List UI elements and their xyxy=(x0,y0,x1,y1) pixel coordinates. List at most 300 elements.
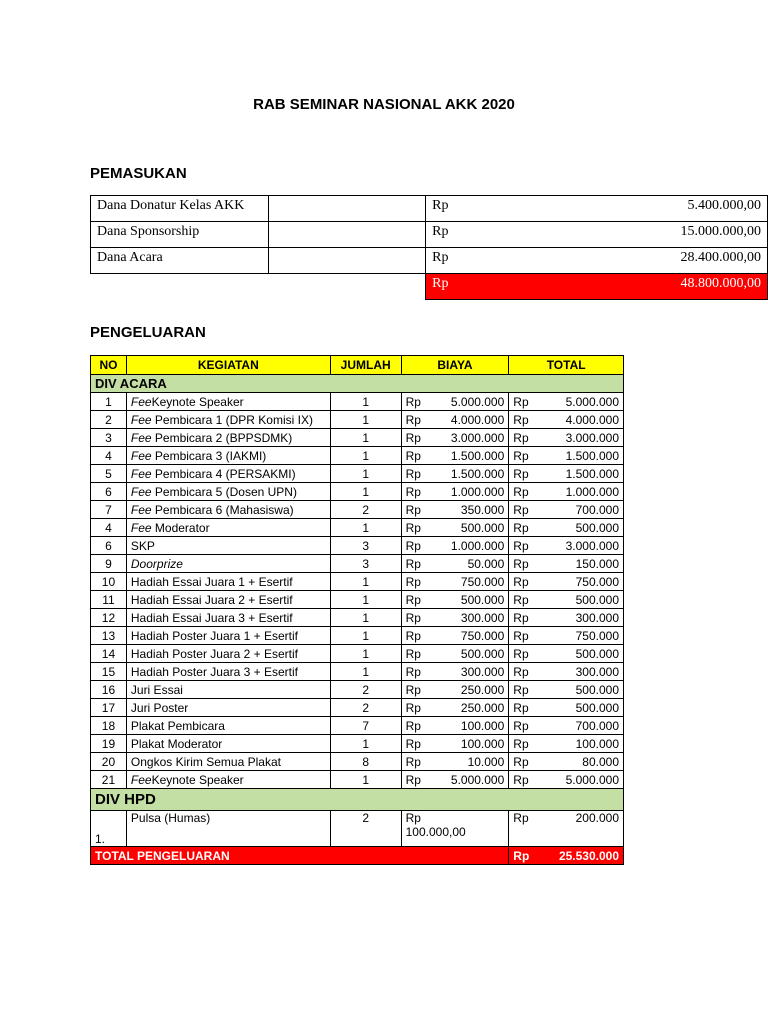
row-biaya xyxy=(401,753,509,771)
hpd-row xyxy=(91,811,624,847)
row-kegiatan xyxy=(126,753,330,771)
currency-label: Rp xyxy=(405,754,421,769)
kegiatan-text: Hadiah Essai Juara 3 + Esertif xyxy=(130,610,293,625)
currency-label: Rp xyxy=(405,484,421,499)
total-value: 5.000.000 xyxy=(565,772,619,787)
row-no: 14 xyxy=(91,645,127,663)
row-jumlah: 1 xyxy=(330,627,401,645)
currency-label: Rp xyxy=(405,412,421,427)
currency-label: Rp xyxy=(432,198,449,213)
income-amount-cell xyxy=(426,248,768,274)
row-total xyxy=(509,645,624,663)
div-acara-label: DIV ACARA xyxy=(91,375,624,393)
currency-label: Rp xyxy=(405,682,421,697)
row-total xyxy=(509,555,624,573)
currency-label: Rp xyxy=(513,394,529,409)
row-kegiatan xyxy=(126,645,330,663)
row-total xyxy=(509,753,624,771)
row-biaya xyxy=(401,447,509,465)
row-kegiatan xyxy=(126,465,330,483)
income-amount-cell xyxy=(426,222,768,248)
biaya-money xyxy=(406,557,505,571)
biaya-value: 100.000 xyxy=(460,736,505,751)
fee-prefix: Fee xyxy=(130,520,152,535)
currency-label: Rp xyxy=(405,538,421,553)
row-biaya xyxy=(401,627,509,645)
row-no: 6 xyxy=(91,537,127,555)
currency-label: Rp xyxy=(432,250,449,265)
total-value: 500.000 xyxy=(575,646,619,661)
currency-label: Rp xyxy=(513,700,529,715)
row-total xyxy=(509,501,624,519)
row-biaya xyxy=(401,555,509,573)
row-biaya xyxy=(401,429,509,447)
table-row xyxy=(91,537,624,555)
currency-label: Rp xyxy=(405,811,421,825)
kegiatan-text: Pembicara 2 (BPPSDMK) xyxy=(151,430,293,445)
grand-total-cell xyxy=(509,847,624,865)
row-biaya xyxy=(401,591,509,609)
kegiatan-text: Plakat Pembicara xyxy=(130,718,225,733)
row-kegiatan xyxy=(126,393,330,411)
header-kegiatan: KEGIATAN xyxy=(126,356,330,375)
row-biaya xyxy=(401,393,509,411)
currency-label: Rp xyxy=(513,538,529,553)
currency-label: Rp xyxy=(513,412,529,427)
fee-prefix: Fee xyxy=(130,484,152,499)
biaya-money xyxy=(406,413,505,427)
total-money xyxy=(513,647,619,661)
biaya-value: 350.000 xyxy=(460,502,505,517)
row-no: 18 xyxy=(91,717,127,735)
currency-label: Rp xyxy=(513,448,529,463)
table-row xyxy=(91,645,624,663)
table-row xyxy=(91,555,624,573)
row-kegiatan xyxy=(126,429,330,447)
row-total xyxy=(509,699,624,717)
row-jumlah: 7 xyxy=(330,717,401,735)
total-money xyxy=(513,449,619,463)
total-value: 500.000 xyxy=(575,682,619,697)
row-kegiatan xyxy=(126,573,330,591)
row-total xyxy=(509,681,624,699)
biaya-value: 100.000 xyxy=(460,718,505,733)
biaya-money xyxy=(406,521,505,535)
total-money xyxy=(513,701,619,715)
total-value: 150.000 xyxy=(575,556,619,571)
amount-value: 28.400.000,00 xyxy=(680,250,761,265)
table-row xyxy=(91,519,624,537)
biaya-value: 5.000.000 xyxy=(450,394,505,409)
row-biaya xyxy=(401,609,509,627)
row-biaya xyxy=(401,699,509,717)
currency-label: Rp xyxy=(405,466,421,481)
row-jumlah: 2 xyxy=(330,501,401,519)
total-money xyxy=(513,557,619,571)
div-hpd-label: DIV HPD xyxy=(91,789,624,811)
total-money xyxy=(513,737,619,751)
row-jumlah: 1 xyxy=(330,609,401,627)
kegiatan-text: Hadiah Poster Juara 3 + Esertif xyxy=(130,664,298,679)
table-row xyxy=(91,501,624,519)
row-kegiatan xyxy=(126,699,330,717)
table-row xyxy=(91,411,624,429)
currency-label: Rp xyxy=(513,736,529,751)
fee-prefix: Fee xyxy=(130,430,152,445)
row-jumlah: 2 xyxy=(330,681,401,699)
total-value: 1.500.000 xyxy=(565,466,619,481)
row-jumlah: 1 xyxy=(330,519,401,537)
total-money xyxy=(513,485,619,499)
div-acara-row xyxy=(91,375,624,393)
biaya-value: 1.000.000 xyxy=(450,538,505,553)
currency-label: Rp xyxy=(513,772,529,787)
currency-label: Rp xyxy=(513,718,529,733)
row-no: 9 xyxy=(91,555,127,573)
total-value: 300.000 xyxy=(575,664,619,679)
row-total xyxy=(509,519,624,537)
currency-label: Rp xyxy=(513,682,529,697)
biaya-money xyxy=(406,647,505,661)
kegiatan-text: Keynote Speaker xyxy=(151,772,244,787)
income-label: Dana Donatur Kelas AKK xyxy=(91,196,269,222)
currency-label: Rp xyxy=(513,484,529,499)
row-no: 13 xyxy=(91,627,127,645)
biaya-value: 50.000 xyxy=(467,556,505,571)
total-value: 3.000.000 xyxy=(565,430,619,445)
row-kegiatan xyxy=(126,609,330,627)
row-total xyxy=(509,627,624,645)
biaya-value: 4.000.000 xyxy=(450,412,505,427)
row-biaya xyxy=(401,537,509,555)
row-biaya xyxy=(401,465,509,483)
biaya-value: 300.000 xyxy=(460,610,505,625)
currency-label: Rp xyxy=(405,520,421,535)
biaya-money xyxy=(406,773,505,787)
currency-label: Rp xyxy=(405,592,421,607)
row-total xyxy=(509,465,624,483)
biaya-money xyxy=(406,593,505,607)
biaya-value: 100.000,00 xyxy=(405,825,466,839)
row-kegiatan xyxy=(126,681,330,699)
row-no: 21 xyxy=(91,771,127,789)
row-kegiatan: Pulsa (Humas) xyxy=(126,811,330,847)
total-money xyxy=(513,629,619,643)
kegiatan-text: Pembicara 6 (Mahasiswa) xyxy=(151,502,294,517)
row-kegiatan xyxy=(126,735,330,753)
row-no: 11 xyxy=(91,591,127,609)
row-total xyxy=(509,411,624,429)
total-value: 1.500.000 xyxy=(565,448,619,463)
total-money xyxy=(513,665,619,679)
biaya-value: 250.000 xyxy=(460,682,505,697)
div-hpd-row xyxy=(91,789,624,811)
row-kegiatan xyxy=(126,627,330,645)
row-no: 16 xyxy=(91,681,127,699)
total-money xyxy=(513,575,619,589)
total-money xyxy=(513,467,619,481)
row-total xyxy=(509,609,624,627)
row-no: 4 xyxy=(91,519,127,537)
income-blank xyxy=(91,274,269,300)
income-total-amount xyxy=(432,276,761,292)
income-heading: PEMASUKAN xyxy=(90,165,187,182)
row-kegiatan xyxy=(126,771,330,789)
row-total xyxy=(509,717,624,735)
biaya-money xyxy=(406,665,505,679)
biaya-value: 1.000.000 xyxy=(450,484,505,499)
currency-label: Rp xyxy=(513,811,529,825)
header-jumlah: JUMLAH xyxy=(330,356,401,375)
income-total-row xyxy=(91,274,768,300)
row-jumlah: 1 xyxy=(330,591,401,609)
kegiatan-text: Juri Essai xyxy=(130,682,183,697)
kegiatan-text: Pembicara 3 (IAKMI) xyxy=(151,448,267,463)
total-money xyxy=(513,719,619,733)
total-money xyxy=(513,521,619,535)
row-no: 17 xyxy=(91,699,127,717)
income-amount xyxy=(432,198,761,214)
biaya-money xyxy=(406,503,505,517)
row-kegiatan xyxy=(126,501,330,519)
currency-label: Rp xyxy=(432,224,449,239)
row-jumlah: 1 xyxy=(330,465,401,483)
row-total xyxy=(509,393,624,411)
expense-heading: PENGELUARAN xyxy=(90,324,206,341)
biaya-value: 1.500.000 xyxy=(450,466,505,481)
row-jumlah: 1 xyxy=(330,429,401,447)
row-total xyxy=(509,447,624,465)
biaya-money xyxy=(406,449,505,463)
biaya-money xyxy=(406,575,505,589)
currency-label: Rp xyxy=(405,718,421,733)
table-row xyxy=(91,771,624,789)
kegiatan-text: Pembicara 4 (PERSAKMI) xyxy=(151,466,296,481)
row-jumlah: 1 xyxy=(330,483,401,501)
row-no: 1. xyxy=(91,811,127,847)
row-jumlah: 2 xyxy=(330,811,401,847)
currency-label: Rp xyxy=(513,848,530,863)
document-title: RAB SEMINAR NASIONAL AKK 2020 xyxy=(253,96,515,113)
total-value: 5.000.000 xyxy=(565,394,619,409)
biaya-money xyxy=(406,737,505,751)
total-value: 500.000 xyxy=(575,592,619,607)
kegiatan-text: Pembicara 1 (DPR Komisi IX) xyxy=(151,412,313,427)
currency-label: Rp xyxy=(405,628,421,643)
row-no: 7 xyxy=(91,501,127,519)
total-money xyxy=(513,539,619,553)
row-biaya xyxy=(401,645,509,663)
grand-total-label: TOTAL PENGELUARAN xyxy=(91,847,509,865)
total-value: 700.000 xyxy=(575,718,619,733)
row-kegiatan xyxy=(126,717,330,735)
row-jumlah: 1 xyxy=(330,447,401,465)
income-blank xyxy=(268,222,425,248)
kegiatan-text: Pembicara 5 (Dosen UPN) xyxy=(151,484,297,499)
biaya-money xyxy=(406,485,505,499)
currency-label: Rp xyxy=(405,394,421,409)
currency-label: Rp xyxy=(513,646,529,661)
table-row xyxy=(91,627,624,645)
biaya-money xyxy=(406,701,505,715)
total-value: 4.000.000 xyxy=(565,412,619,427)
row-jumlah: 1 xyxy=(330,735,401,753)
row-jumlah: 1 xyxy=(330,771,401,789)
header-no: NO xyxy=(91,356,127,375)
fee-prefix: Fee xyxy=(130,502,152,517)
row-total xyxy=(509,483,624,501)
row-kegiatan xyxy=(126,411,330,429)
income-blank xyxy=(268,196,425,222)
fee-prefix: Fee xyxy=(130,772,152,787)
row-jumlah: 8 xyxy=(330,753,401,771)
biaya-money xyxy=(406,755,505,769)
biaya-value: 500.000 xyxy=(460,592,505,607)
kegiatan-text: SKP xyxy=(130,538,155,553)
biaya-value: 1.500.000 xyxy=(450,448,505,463)
currency-label: Rp xyxy=(513,592,529,607)
currency-label: Rp xyxy=(513,556,529,571)
row-total xyxy=(509,573,624,591)
income-row xyxy=(91,222,768,248)
currency-label: Rp xyxy=(405,610,421,625)
income-label: Dana Sponsorship xyxy=(91,222,269,248)
row-total xyxy=(509,537,624,555)
income-table xyxy=(90,195,768,300)
row-kegiatan xyxy=(126,591,330,609)
currency-label: Rp xyxy=(405,430,421,445)
kegiatan-text: Hadiah Poster Juara 2 + Esertif xyxy=(130,646,298,661)
table-row xyxy=(91,717,624,735)
row-total xyxy=(509,811,624,847)
row-jumlah: 1 xyxy=(330,663,401,681)
total-value: 100.000 xyxy=(575,736,619,751)
table-row xyxy=(91,483,624,501)
currency-label: Rp xyxy=(513,430,529,445)
expense-table xyxy=(90,355,624,865)
row-total xyxy=(509,429,624,447)
table-row xyxy=(91,699,624,717)
row-kegiatan xyxy=(126,537,330,555)
table-row xyxy=(91,393,624,411)
currency-label: Rp xyxy=(405,448,421,463)
row-biaya xyxy=(401,681,509,699)
row-jumlah: 3 xyxy=(330,555,401,573)
row-jumlah: 1 xyxy=(330,393,401,411)
amount-value: 15.000.000,00 xyxy=(680,224,761,239)
total-value: 750.000 xyxy=(575,628,619,643)
row-biaya xyxy=(401,771,509,789)
kegiatan-text: Plakat Moderator xyxy=(130,736,223,751)
kegiatan-text: Ongkos Kirim Semua Plakat xyxy=(130,754,281,769)
kegiatan-text: Juri Poster xyxy=(130,700,189,715)
row-kegiatan xyxy=(126,483,330,501)
row-no: 20 xyxy=(91,753,127,771)
biaya-money xyxy=(406,539,505,553)
row-no: 5 xyxy=(91,465,127,483)
currency-label: Rp xyxy=(513,664,529,679)
fee-prefix: Fee xyxy=(130,448,152,463)
total-money xyxy=(513,811,619,825)
table-row xyxy=(91,465,624,483)
biaya-value: 750.000 xyxy=(460,574,505,589)
income-total-cell xyxy=(426,274,768,300)
biaya-value: 5.000.000 xyxy=(450,772,505,787)
table-row xyxy=(91,573,624,591)
row-kegiatan xyxy=(126,663,330,681)
biaya-money xyxy=(406,611,505,625)
biaya-value: 10.000 xyxy=(467,754,505,769)
header-total: TOTAL xyxy=(509,356,624,375)
income-amount xyxy=(432,250,761,266)
kegiatan-text: Hadiah Poster Juara 1 + Esertif xyxy=(130,628,298,643)
grand-total-value: 25.530.000 xyxy=(558,848,619,863)
row-biaya xyxy=(401,483,509,501)
total-money xyxy=(513,611,619,625)
expense-header-row xyxy=(91,356,624,375)
total-value: 750.000 xyxy=(575,574,619,589)
currency-label: Rp xyxy=(513,754,529,769)
total-money xyxy=(513,431,619,445)
table-row xyxy=(91,663,624,681)
total-money xyxy=(513,773,619,787)
total-value: 500.000 xyxy=(575,700,619,715)
grand-total-money xyxy=(513,849,619,863)
total-value: 1.000.000 xyxy=(565,484,619,499)
currency-label: Rp xyxy=(405,664,421,679)
table-row xyxy=(91,447,624,465)
row-total xyxy=(509,735,624,753)
row-no: 6 xyxy=(91,483,127,501)
grand-total-row xyxy=(91,847,624,865)
currency-label: Rp xyxy=(405,646,421,661)
total-value: 80.000 xyxy=(582,754,619,769)
row-jumlah: 1 xyxy=(330,645,401,663)
biaya-money xyxy=(406,431,505,445)
row-no: 15 xyxy=(91,663,127,681)
kegiatan-text: Moderator xyxy=(151,520,210,535)
currency-label: Rp xyxy=(513,574,529,589)
biaya-money xyxy=(406,719,505,733)
fee-prefix: Fee xyxy=(130,412,152,427)
income-label: Dana Acara xyxy=(91,248,269,274)
biaya-money xyxy=(406,395,505,409)
row-biaya xyxy=(401,811,509,847)
fee-prefix: Fee xyxy=(130,394,152,409)
kegiatan-text: Hadiah Essai Juara 1 + Esertif xyxy=(130,574,293,589)
income-amount-cell xyxy=(426,196,768,222)
total-value: 3.000.000 xyxy=(565,538,619,553)
income-row xyxy=(91,196,768,222)
row-biaya xyxy=(401,411,509,429)
fee-prefix: Fee xyxy=(130,466,152,481)
row-total xyxy=(509,771,624,789)
biaya-value: 500.000 xyxy=(460,646,505,661)
row-no: 10 xyxy=(91,573,127,591)
row-biaya xyxy=(401,501,509,519)
total-money xyxy=(513,413,619,427)
currency-label: Rp xyxy=(513,628,529,643)
currency-label: Rp xyxy=(405,502,421,517)
table-row xyxy=(91,429,624,447)
row-biaya xyxy=(401,735,509,753)
table-row xyxy=(91,591,624,609)
amount-value: 48.800.000,00 xyxy=(680,276,761,291)
row-kegiatan xyxy=(126,519,330,537)
total-money xyxy=(513,755,619,769)
currency-label: Rp xyxy=(405,556,421,571)
amount-value: 5.400.000,00 xyxy=(687,198,761,213)
